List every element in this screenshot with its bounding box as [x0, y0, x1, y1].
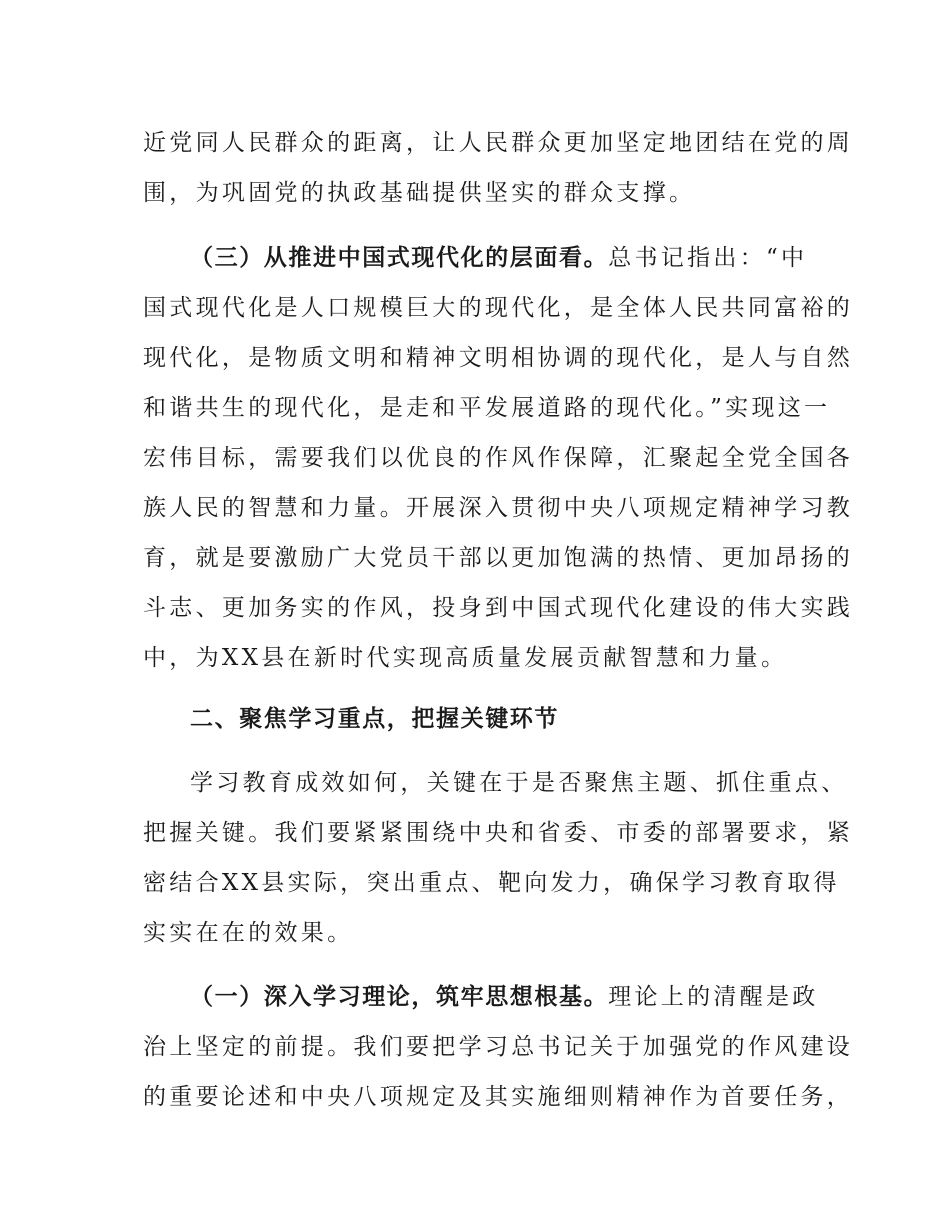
paragraph-focus: [143, 758, 854, 958]
text-line: 中，为XX县在新时代实现高质量发展贡献智慧和力量。: [143, 645, 788, 671]
paragraph-lead: （一）深入学习理论，筑牢思想根基。: [190, 984, 609, 1010]
text-line: 和谐共生的现代化，是走和平发展道路的现代化。”实现这一: [143, 395, 831, 421]
text-line: 围，为巩固党的执政基础提供坚实的群众支撑。: [143, 180, 696, 206]
section-heading: 二、聚焦学习重点，把握关键环节: [190, 706, 559, 732]
text-line: 学习教育成效如何，关键在于是否聚焦主题、抓住重点、: [190, 770, 848, 796]
text-line-rest: 总书记指出：“中: [608, 245, 808, 271]
text-line: [143, 972, 819, 1022]
section-heading-2: [143, 694, 813, 744]
paragraph-theory: [143, 972, 854, 1122]
text-line-rest: 理论上的清醒是政: [608, 984, 819, 1010]
text-line: [143, 233, 813, 283]
text-line: 斗志、更加务实的作风，投身到中国式现代化建设的伟大实践: [143, 595, 854, 621]
text-line: 治上坚定的前提。我们要把学习总书记关于加强党的作风建设: [143, 1034, 854, 1060]
paragraph-lead: （三）从推进中国式现代化的层面看。: [190, 245, 609, 271]
text-line: 实实在在的效果。: [143, 920, 354, 946]
text-line: 把握关键。我们要紧紧围绕中央和省委、市委的部署要求，紧: [143, 820, 854, 846]
text-line: 族人民的智慧和力量。开展深入贯彻中央八项规定精神学习教: [143, 495, 854, 521]
text-line: 现代化，是物质文明和精神文明相协调的现代化，是人与自然: [143, 345, 854, 371]
text-line: 的重要论述和中央八项规定及其实施细则精神作为首要任务，: [143, 1084, 854, 1110]
text-line: 近党同人民群众的距离，让人民群众更加坚定地团结在党的周: [143, 130, 854, 156]
paragraph-modernization: [143, 233, 854, 683]
text-line: 宏伟目标，需要我们以优良的作风作保障，汇聚起全党全国各: [143, 445, 854, 471]
text-line: 国式现代化是人口规模巨大的现代化，是全体人民共同富裕的: [143, 295, 854, 321]
text-line: 育，就是要激励广大党员干部以更加饱满的热情、更加昂扬的: [143, 545, 854, 571]
text-line: 密结合XX县实际，突出重点、靶向发力，确保学习教育取得: [143, 870, 840, 896]
paragraph-mass-line: [143, 118, 854, 218]
